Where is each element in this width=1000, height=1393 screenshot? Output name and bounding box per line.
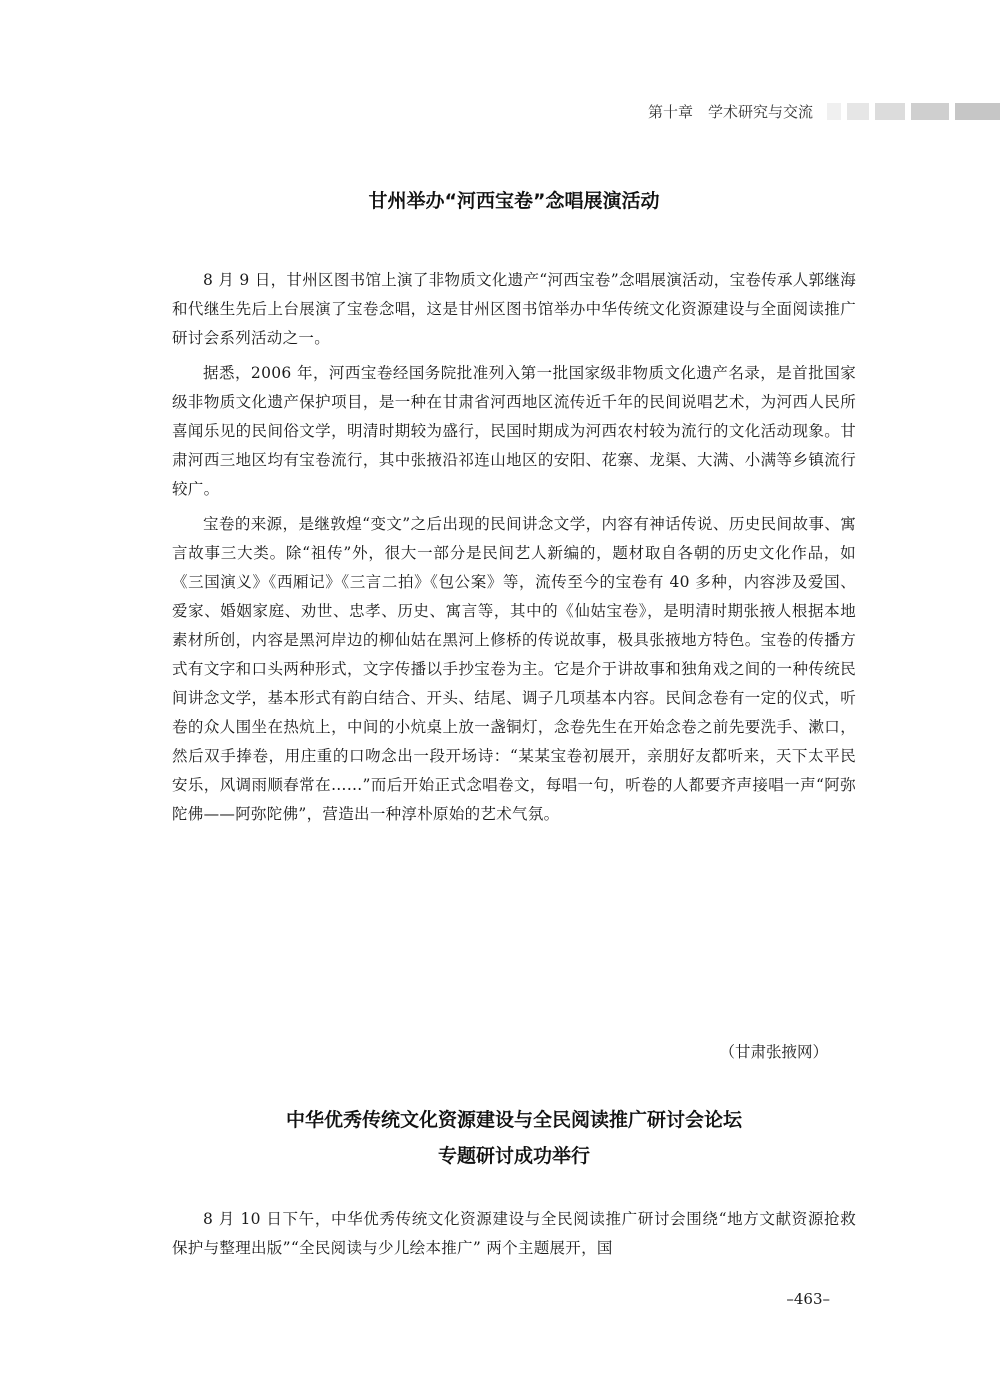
- article-1-title-block: [172, 186, 856, 213]
- article-1-title: 甘州举办“河西宝卷”念唱展演活动: [368, 190, 660, 212]
- article-1-paragraph-2: 据悉，2006 年，河西宝卷经国务院批准列入第一批国家级非物质文化遗产名录，是首批国家级非物质文化遗产保护项目，是一种在甘肃省河西地区流传近千年的民间说唱艺术，为河西人民所喜闻乐见的民间俗文学，明清时期较为盛行，民国时期成为河西农村较为流行的文化活动现象。甘肃河西三地区均有宝卷流行，其中张掖沿祁连山地区的安阳、花寨、龙渠、大满、小满等乡镇流行较广。: [172, 364, 856, 498]
- article-2-title-line-1: 中华优秀传统文化资源建设与全民阅读推广研讨会论坛: [285, 1109, 742, 1131]
- decor-block: [847, 103, 869, 120]
- article-2-title-line-2: 专题研讨成功举行: [437, 1145, 590, 1167]
- article-1-source-block: [172, 1040, 856, 1062]
- article-1-body: [172, 266, 856, 829]
- article-2-title-block: [172, 1102, 856, 1174]
- header-decoration: [821, 103, 1000, 120]
- article-2-paragraph-1: 8 月 10 日下午，中华优秀传统文化资源建设与全民阅读推广研讨会围绕“地方文献资源抢救保护与整理出版”“全民阅读与少儿绘本推广” 两个主题展开，国: [172, 1210, 856, 1257]
- running-header: [648, 98, 1000, 124]
- decor-block: [911, 103, 949, 120]
- chapter-title: 第十章 学术研究与交流: [648, 102, 814, 121]
- page-number: –463–: [786, 1290, 830, 1308]
- decor-block: [875, 103, 905, 120]
- article-1-paragraph-3: 宝卷的来源，是继敦煌“变文”之后出现的民间讲念文学，内容有神话传说、历史民间故事、寓言故事三大类。除“祖传”外，很大一部分是民间艺人新编的，题材取自各朝的历史文化作品，如《三国演义》《西厢记》《三言二拍》《包公案》等，流传至今的宝卷有 40 多种，内容涉及爱国、爱家、婚姻家庭、劝世、忠孝、历史、寓言等，其中的《仙姑宝卷》，是明清时期张掖人根据本地素材所创，内容是黑河岸边的柳仙姑在黑河上修桥的传说故事，极具张掖地方特色。宝卷的传播方式有文字和口头两种形式，文字传播以手抄宝卷为主。它是介于讲故事和独角戏之间的一种传统民间讲念文学，基本形式有韵白结合、开头、结尾、调子几项基本内容。民间念卷有一定的仪式，听卷的众人围坐在热炕上，中间的小炕桌上放一盏铜灯，念卷先生在开始念卷之前先要洗手、漱口，然后双手捧卷，用庄重的口吻念出一段开场诗：“某某宝卷初展开，亲朋好友都听来，天下太平民安乐，风调雨顺春常在……”而后开始正式念唱卷文，每唱一句，听卷的人都要齐声接唱一声“阿弥陀佛——阿弥陀佛”，营造出一种淳朴原始的艺术气氛。: [172, 515, 856, 823]
- decor-block: [827, 103, 841, 120]
- article-1-paragraph-1: 8 月 9 日，甘州区图书馆上演了非物质文化遗产“河西宝卷”念唱展演活动，宝卷传承人郭继海和代继生先后上台展演了宝卷念唱，这是甘州区图书馆举办中华传统文化资源建设与全面阅读推广研讨会系列活动之一。: [172, 271, 856, 347]
- article-2-body: [172, 1205, 856, 1263]
- decor-block: [955, 103, 1000, 120]
- article-1-source: （甘肃张掖网）: [719, 1043, 828, 1061]
